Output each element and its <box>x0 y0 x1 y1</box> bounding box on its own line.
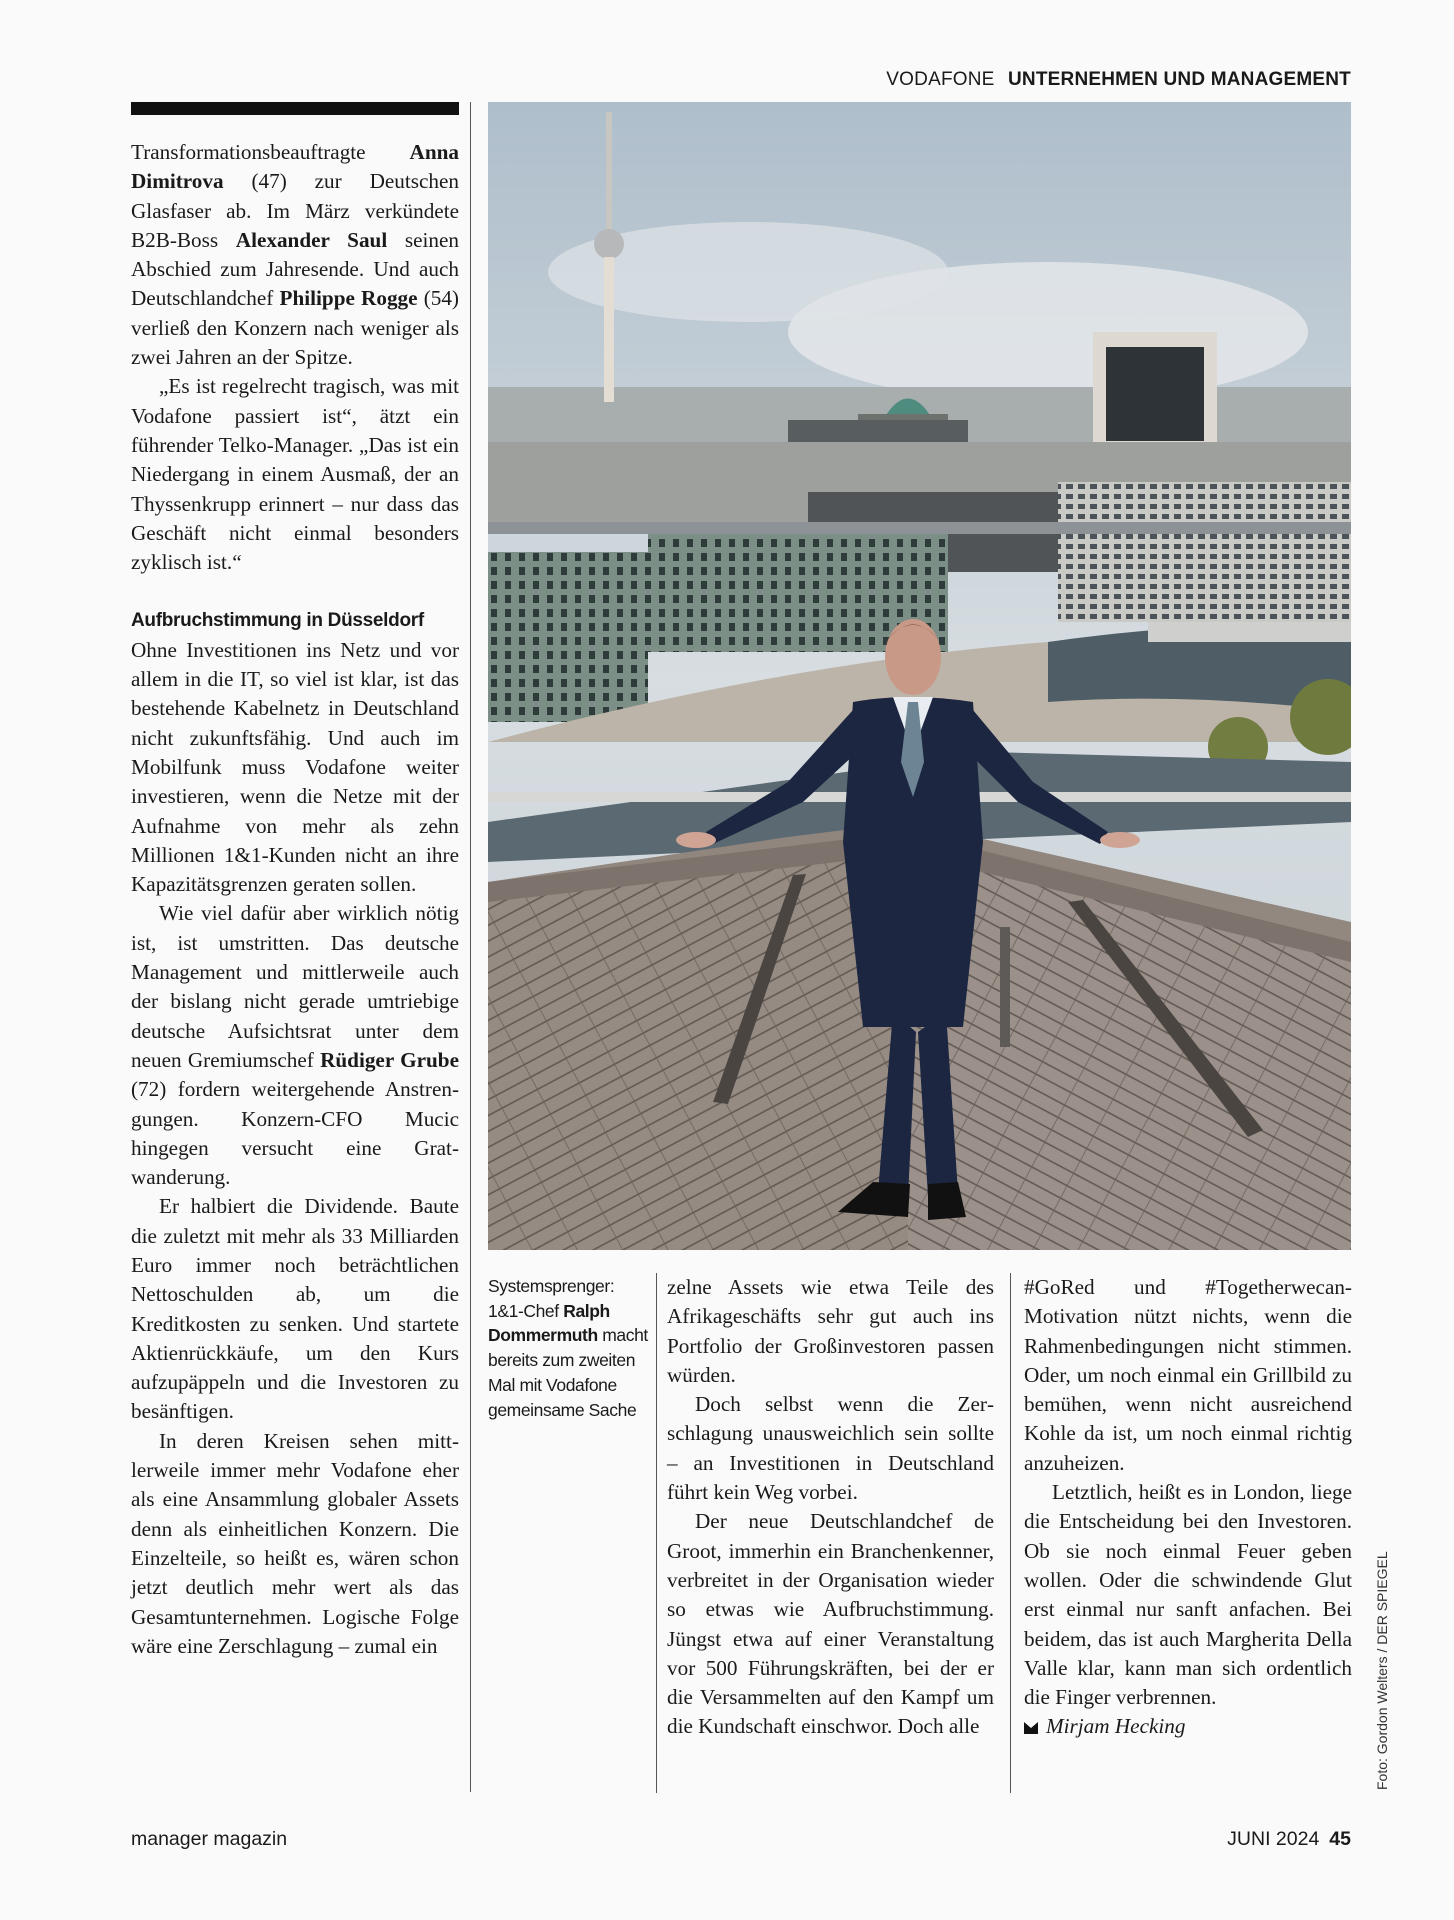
paragraph: #GoRed und #Togetherwecan-Motivation nützt nichts, wenn die Rahmenbedingungen nicht stimmen. Oder, um noch einmal ein Grillbild zu bemühen, wenn nicht ausreichend Kohle da ist, um noch einmal richtig anzuheizen. <box>1024 1275 1352 1475</box>
footer-issue: JUNI 2024 <box>1227 1828 1320 1850</box>
caption-text: Systemsprenger: 1&1-Chef <box>488 1276 615 1321</box>
person-name: Philippe Rogge <box>279 286 418 311</box>
photo-portrait-rooftop-berlin <box>488 102 1351 1250</box>
subheading: Aufbruchstimmung in Düsseldorf <box>131 610 424 632</box>
footer-publication: manager magazin <box>131 1828 288 1850</box>
text-run: (47) zur Deutschen Glasfaser ab. Im März verkündete B2B-Boss <box>131 169 459 252</box>
paragraph: Doch selbst wenn die Zerschlagung unausweichlich sein sollte – an Investitionen in Deutschland führt kein Weg vorbei. <box>667 1392 994 1505</box>
text-run: (72) fordern weitergehende Anstrengungen. Konzern-CFO Mucic hingegen versucht eine Gratwanderung. <box>131 1077 459 1190</box>
paragraph <box>131 899 459 1192</box>
paragraph: In deren Kreisen sehen mittlerweile immer mehr Vodafone eher als eine Ansammlung globaler Assets denn als einheitlichen Konzern. Die Einzelteile, so heißt es, wären schon jetzt deutlich mehr wert als das Gesamtunternehmen. Logische Folge wäre eine Zerschlagung – zumal ein <box>131 1428 459 1658</box>
person-name: Alexander Saul <box>235 227 388 252</box>
paragraph <box>131 138 459 372</box>
column-rule <box>1010 1273 1011 1793</box>
photo-credit: Foto: Gordon Welters / DER SPIEGEL <box>1374 1551 1390 1790</box>
caption-text: macht bereits zum zweiten Mal mit Vodafone gemeinsame Sache <box>488 1325 648 1420</box>
footer-issue-page <box>1227 1828 1351 1851</box>
text-run: (54) verließ den Konzern nach weniger als zwei Jahren an der Spitze. <box>131 286 459 370</box>
column-rule <box>470 102 471 1792</box>
column-rule <box>656 1273 657 1793</box>
author-line <box>1024 1712 1352 1741</box>
photo-illustration <box>488 102 1351 1250</box>
text-run: Wie viel dafür aber wirklich nötig ist, ist umstritten. Das deutsche Management und mittlerweile auch der bislang nicht gerade umtriebige deutsche Aufsichtsrat unter dem neuen Gremiumschef <box>131 901 459 1072</box>
page-number: 45 <box>1329 1828 1351 1850</box>
person-name: Rüdiger Grube <box>320 1047 459 1072</box>
paragraph: Ohne Investitionen ins Netz und vor allem in die IT, so viel ist klar, ist das bestehende Kabelnetz in Deutschland nicht zukunftsfähig. Und auch im Mobilfunk muss Vodafone weiter investieren, wenn die Netze mit der Aufnahme von mehr als zehn Millionen 1&1-Kunden nicht an ihre Kapazitätsgrenzen geraten sollen. <box>131 637 459 897</box>
text-run: Transformationsbeauftragte <box>131 140 410 164</box>
person-name: Anna Dimitrova <box>131 140 459 194</box>
column-top-bar <box>131 102 459 115</box>
author-end-mark-icon <box>1024 1722 1038 1734</box>
article-column-1 <box>131 138 459 1661</box>
header-section: VODAFONE <box>886 69 995 90</box>
article-column-3 <box>1024 1273 1352 1742</box>
caption-person-name: Ralph Dommermuth <box>488 1300 610 1346</box>
paragraph: Er halbiert die Dividende. Baute die zuletzt mit mehr als 33 Milliarden Euro immer noch beträchtlichen Nettoschulden ab, um die Kreditkosten zu senken. Und startete Aktienrückkäufe, um den Kurs aufzupäppeln und die Investoren zu besänftigen. <box>131 1194 459 1424</box>
article-column-2 <box>667 1273 994 1742</box>
header-category: UNTERNEHMEN UND MANAGEMENT <box>1008 69 1351 90</box>
paragraph: Letztlich, heißt es in London, liege die Entscheidung bei den Investoren. Ob sie noch einmal Feuer geben wollen. Oder die schwindende Glut erst einmal nur sanft anfachen. Bei beidem, das ist auch Margherita Della Valle klar, kann man sich ordentlich die Finger verbrennen. <box>1024 1480 1352 1710</box>
photo-caption <box>488 1274 650 1422</box>
author-name: Mirjam Hecking <box>1046 1714 1186 1739</box>
paragraph: zelne Assets wie etwa Teile des Afrikageschäfts sehr gut auch ins Portfolio der Großinvestoren passen würden. <box>667 1275 994 1387</box>
paragraph: „Es ist regelrecht tragisch, was mit Vodafone passiert ist“, ätzt ein führender Telko-Manager. „Das ist ein Niedergang in einem Ausmaß, der an Thyssenkrupp erinnert – nur dass das Geschäft nicht einmal besonders zyklisch ist.“ <box>131 374 459 575</box>
text-run: seinen Abschied zum Jahresende. Und auch Deutschlandchef <box>131 227 459 311</box>
paragraph: Der neue Deutschlandchef de Groot, immerhin ein Branchenkenner, verbreitet in der Organisation wieder so etwas wie Aufbruchstimmung. Jüngst etwa auf einer Veranstaltung vor 500 Führungskräften, bei der er die Versammelten auf den Kampf um die Kundschaft einschwor. Doch alle <box>667 1509 994 1739</box>
running-header <box>886 68 1351 92</box>
